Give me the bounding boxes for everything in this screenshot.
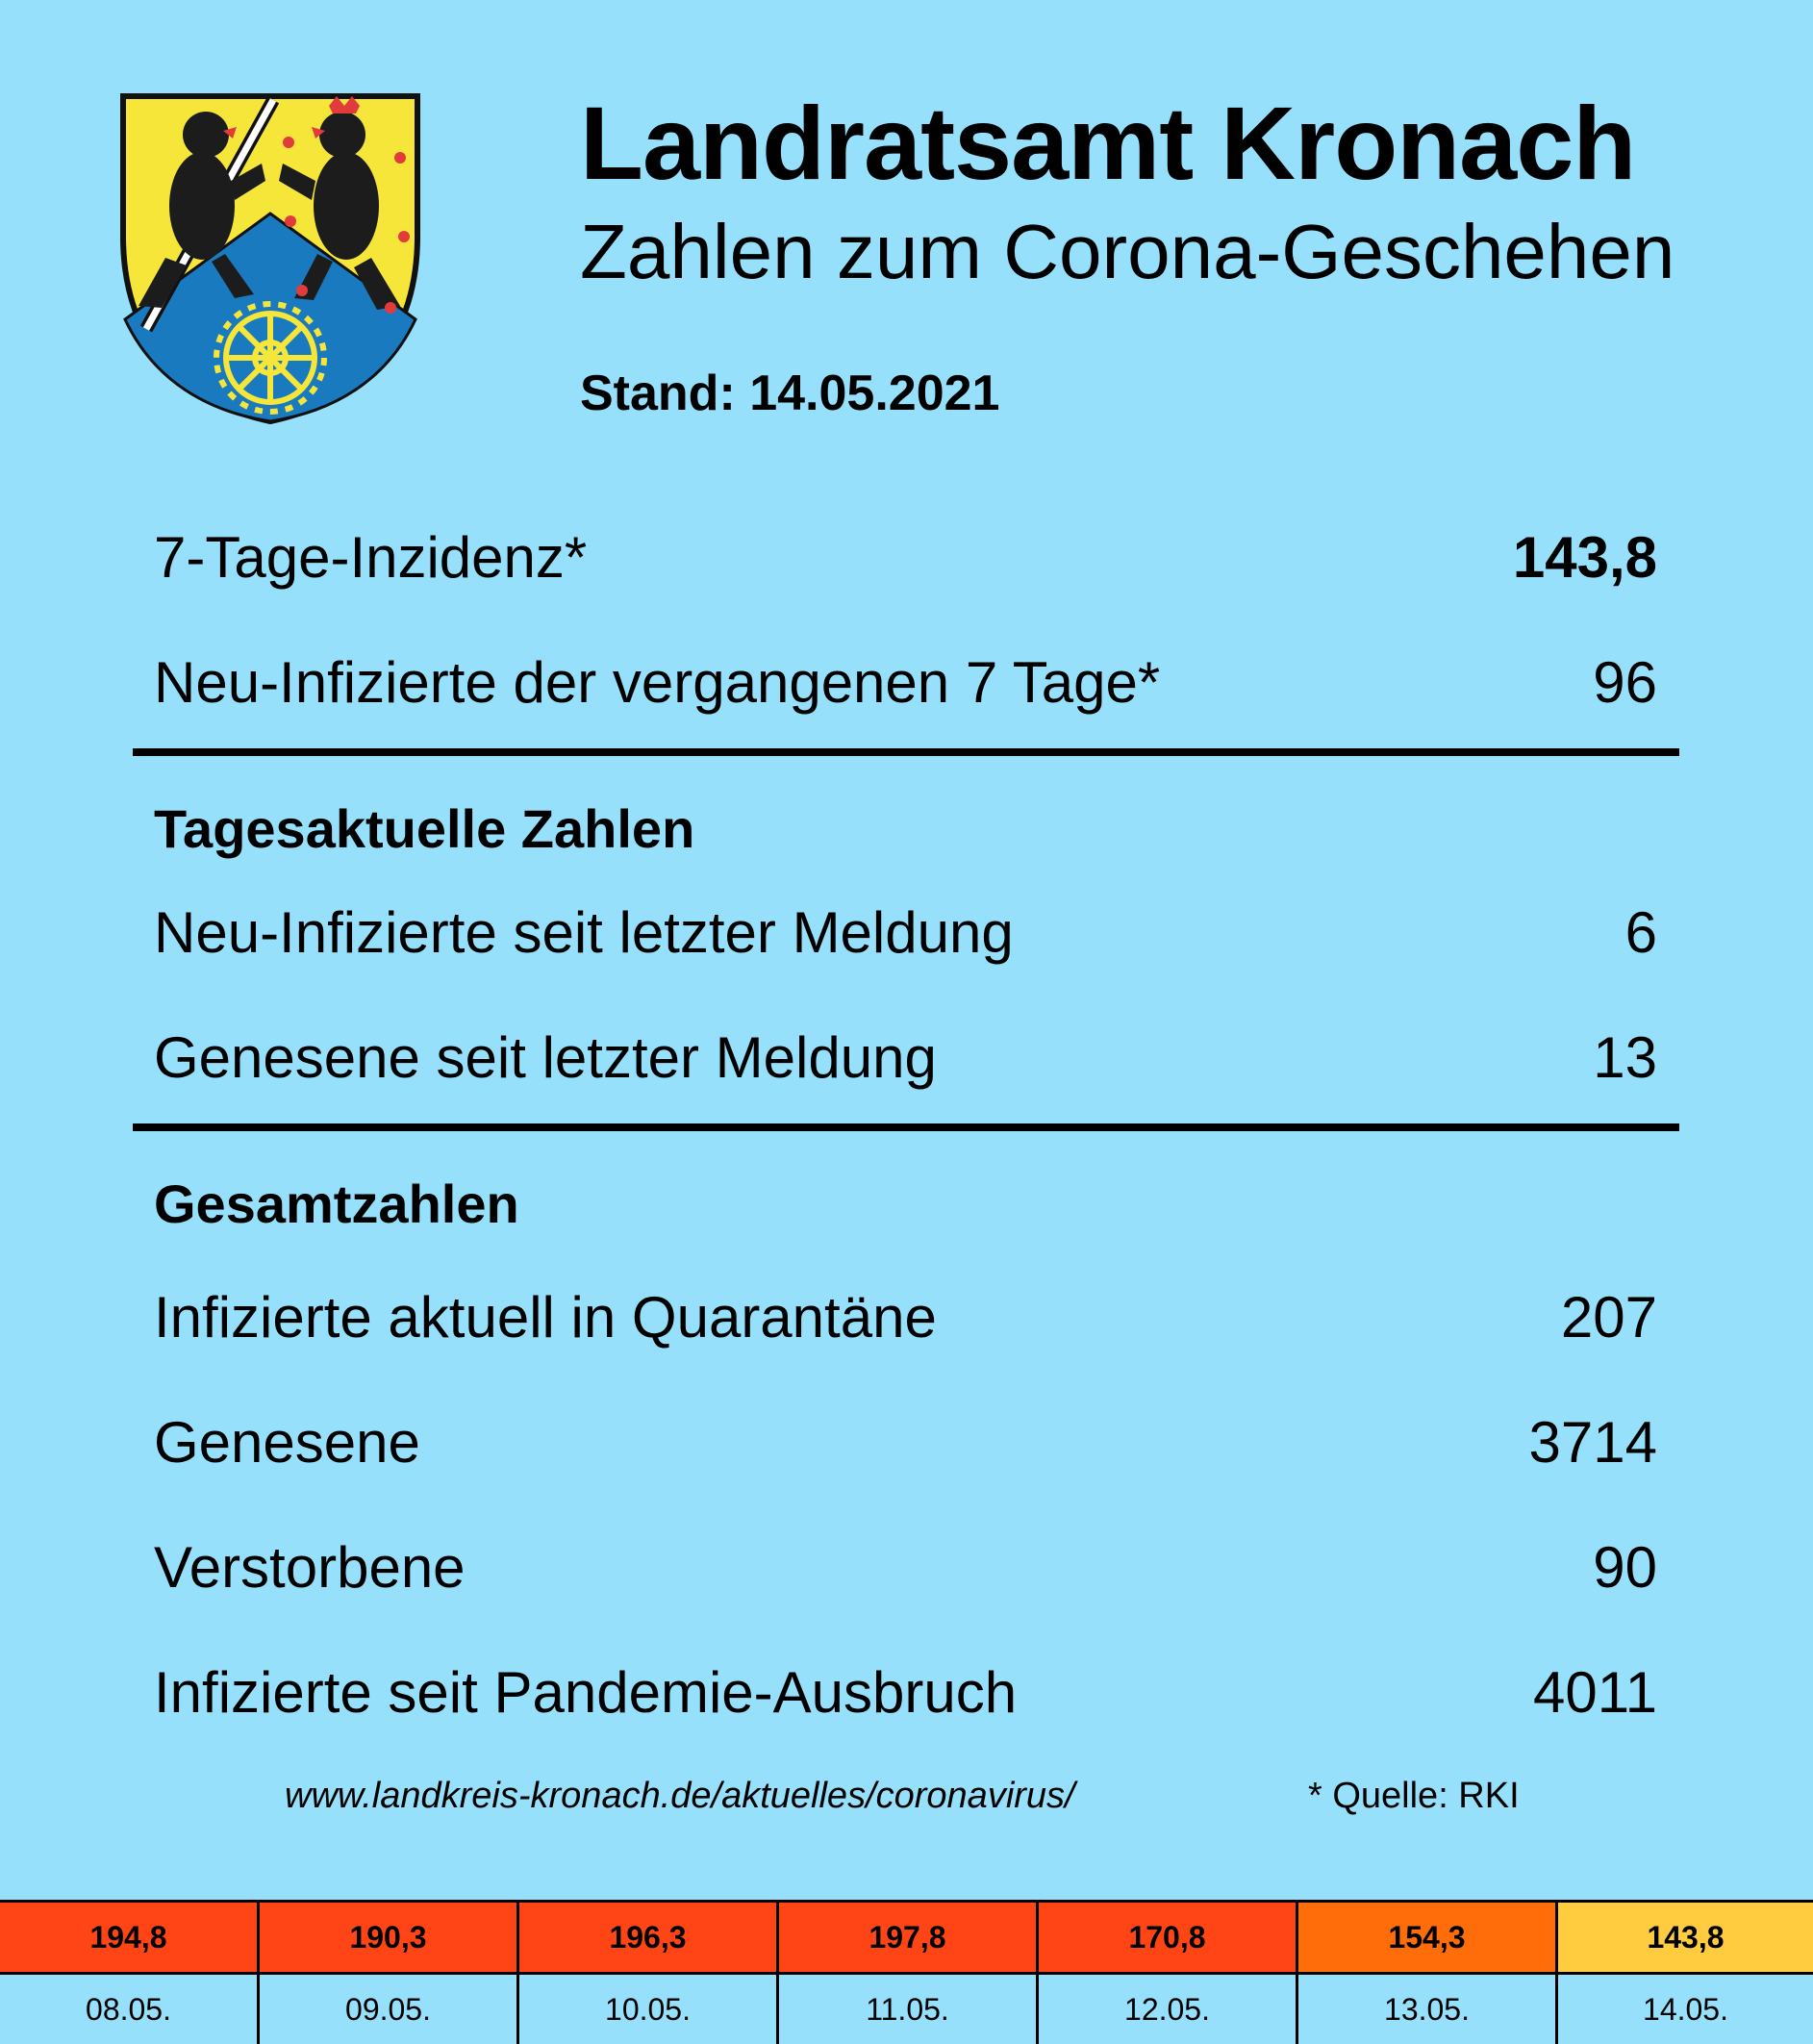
history-date: 11.05.	[779, 1975, 1039, 2044]
new-infections-7d-value: 96	[1593, 650, 1657, 715]
history-value: 196,3	[519, 1900, 779, 1975]
history-date: 12.05.	[1039, 1975, 1298, 2044]
history-value: 197,8	[779, 1900, 1039, 1975]
incidence-value: 143,8	[1512, 525, 1657, 590]
new-infections-7d-label: Neu-Infizierte der vergangenen 7 Tage*	[154, 650, 1161, 715]
incidence-label: 7-Tage-Inzidenz*	[154, 525, 588, 590]
recovered-label: Genesene	[154, 1410, 420, 1475]
history-value: 190,3	[260, 1900, 519, 1975]
incidence-history	[0, 1900, 1813, 2044]
incidence-row	[154, 525, 1657, 590]
page-title: Landratsamt Kronach	[580, 85, 1636, 201]
totals-heading: Gesamtzahlen	[154, 1173, 519, 1234]
history-value: 143,8	[1558, 1900, 1813, 1975]
history-date: 10.05.	[519, 1975, 779, 2044]
history-date: 14.05.	[1643, 1992, 1728, 2027]
history-value: 194,8	[0, 1900, 260, 1975]
history-date: 09.05.	[260, 1975, 519, 2044]
deceased-row	[154, 1535, 1657, 1600]
daily-recovered-row	[154, 1025, 1657, 1090]
deceased-value: 90	[1593, 1535, 1657, 1600]
quarantine-label: Infizierte aktuell in Quarantäne	[154, 1285, 937, 1350]
website-link[interactable]: www.landkreis-kronach.de/aktuelles/coronavirus/	[285, 1776, 1075, 1816]
total-infected-value: 4011	[1532, 1660, 1657, 1725]
divider	[133, 1123, 1679, 1131]
recovered-value: 3714	[1528, 1410, 1657, 1475]
quarantine-row	[154, 1285, 1657, 1350]
deceased-label: Verstorbene	[154, 1535, 466, 1600]
page-subtitle: Zahlen zum Corona-Geschehen	[580, 209, 1675, 294]
total-infected-row	[154, 1660, 1657, 1725]
divider	[133, 748, 1679, 756]
daily-heading: Tagesaktuelle Zahlen	[154, 798, 695, 859]
history-date: 08.05.	[0, 1975, 260, 2044]
daily-new-value: 6	[1624, 900, 1657, 965]
history-date: 13.05.	[1298, 1975, 1558, 2044]
history-value: 154,3	[1298, 1900, 1558, 1975]
daily-new-label: Neu-Infizierte seit letzter Meldung	[154, 900, 1014, 965]
daily-recovered-label: Genesene seit letzter Meldung	[154, 1025, 937, 1090]
district-crest	[119, 92, 421, 425]
total-infected-label: Infizierte seit Pandemie-Ausbruch	[154, 1660, 1018, 1725]
report-date: Stand: 14.05.2021	[580, 366, 1000, 421]
history-value: 170,8	[1039, 1900, 1298, 1975]
recovered-row	[154, 1410, 1657, 1475]
wheel-icon	[226, 314, 315, 402]
source-note: * Quelle: RKI	[1308, 1776, 1520, 1816]
new-infections-7d-row	[154, 650, 1657, 715]
quarantine-value: 207	[1560, 1285, 1657, 1350]
daily-new-row	[154, 900, 1657, 965]
daily-recovered-value: 13	[1593, 1025, 1657, 1090]
